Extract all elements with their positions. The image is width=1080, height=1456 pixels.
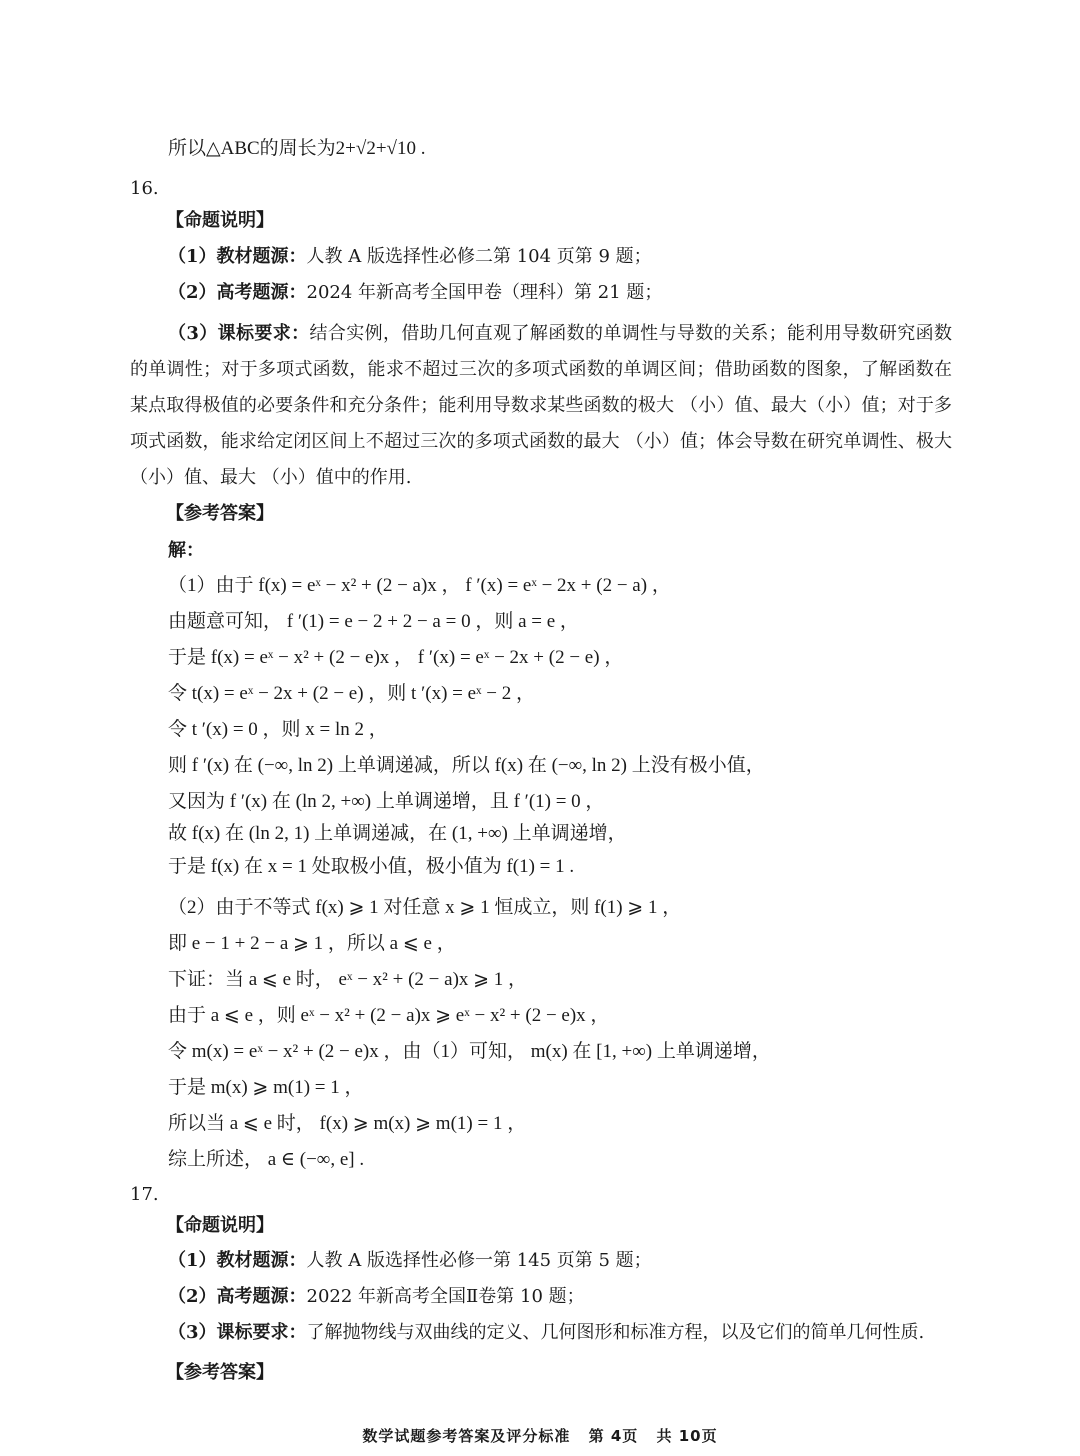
- solution-line: （1）由于 f(x) = eˣ − x² + (2 − a)x ， f ′(x) = eˣ − 2x + (2 − a) ，: [168, 575, 671, 596]
- q16-item3: [130, 316, 952, 496]
- perimeter-conclusion: 所以△ABC的周长为2+√2+√10 .: [168, 138, 426, 159]
- q17-item2-label: （2）高考题源：: [168, 1286, 307, 1307]
- page-footer: [0, 1425, 1080, 1446]
- q17-item3-label: （3）课标要求：: [168, 1322, 307, 1343]
- footer-total-pages: 共 10页: [656, 1427, 718, 1445]
- q16-answer-title: 【参考答案】: [166, 503, 274, 524]
- solution-line: 令 t ′(x) = 0 ，则 x = ln 2 ，: [168, 719, 388, 740]
- solution-line: 由于 a ⩽ e ，则 eˣ − x² + (2 − a)x ⩾ eˣ − x² + (2 − e)x ，: [168, 1005, 610, 1026]
- q16-item3-text: 结合实例，借助几何直观了解函数的单调性与导数的关系；能利用导数研究函数的单调性；对于多项式函数，能求不超过三次的多项式函数的单调区间；借助函数的图象，了解函数在某点取得极值的必要条件和充分条件；能利用导数求某些函数的极大 （小）值、最大（小）值；对于多项式函数，能求给定闭区间上不超过三次的多项式函数的最大 （小）值；体会导数在研究单调性、极大 （小）值、最大 （小）值中的作用.: [130, 323, 953, 488]
- solution-line: 故 f(x) 在 (ln 2, 1) 上单调递减，在 (1, +∞) 上单调递增，: [168, 823, 627, 844]
- solution-line: 则 f ′(x) 在 (−∞, ln 2) 上单调递减，所以 f(x) 在 (−∞, ln 2) 上没有极小值，: [168, 755, 765, 776]
- solution-line: 由题意可知， f ′(1) = e − 2 + 2 − a = 0 ，则 a = e ，: [168, 611, 579, 632]
- solution-line: 所以当 a ⩽ e 时， f(x) ⩾ m(x) ⩾ m(1) = 1 ，: [168, 1113, 527, 1134]
- q16-proposition-title: 【命题说明】: [166, 210, 274, 231]
- solution-line: （2）由于不等式 f(x) ⩾ 1 对任意 x ⩾ 1 恒成立，则 f(1) ⩾ 1 ，: [168, 897, 682, 918]
- q17-item2-text: 2022 年新高考全国Ⅱ卷第 10 题；: [306, 1286, 585, 1307]
- footer-title: 数学试题参考答案及评分标准: [362, 1427, 571, 1445]
- q16-item1-label: （1）教材题源：: [168, 246, 307, 267]
- q17-item1: [168, 1248, 652, 1274]
- q16-item2-label: （2）高考题源：: [168, 282, 307, 303]
- q16-item1: [168, 244, 652, 270]
- q17-item1-label: （1）教材题源：: [168, 1250, 307, 1271]
- solution-line: 综上所述， a ∈ (−∞, e] .: [168, 1149, 365, 1170]
- solution-line: 于是 f(x) 在 x = 1 处取极小值，极小值为 f(1) = 1 .: [168, 856, 575, 877]
- footer-page-number: 第 4页: [588, 1427, 639, 1445]
- solution-line: 即 e − 1 + 2 − a ⩾ 1 ，所以 a ⩽ e ，: [168, 933, 456, 954]
- q16-solution-label: 解：: [168, 540, 204, 561]
- question-16-number: 16.: [130, 178, 159, 199]
- q17-item3-text: 了解抛物线与双曲线的定义、几何图形和标准方程，以及它们的简单几何性质.: [306, 1322, 925, 1343]
- q16-item1-text: 人教 A 版选择性必修二第 104 页第 9 题；: [306, 246, 652, 267]
- q16-item3-label: （3）课标要求：: [168, 323, 310, 344]
- q16-item2: [168, 280, 662, 306]
- q17-item1-text: 人教 A 版选择性必修一第 145 页第 5 题；: [306, 1250, 652, 1271]
- solution-line: 又因为 f ′(x) 在 (ln 2, +∞) 上单调递增，且 f ′(1) = 0 ，: [168, 791, 605, 812]
- solution-line: 于是 m(x) ⩾ m(1) = 1 ，: [168, 1077, 364, 1098]
- solution-line: 令 t(x) = eˣ − 2x + (2 − e) ，则 t ′(x) = eˣ − 2 ，: [168, 683, 536, 704]
- q17-proposition-title: 【命题说明】: [166, 1215, 274, 1236]
- solution-line: 下证：当 a ⩽ e 时， eˣ − x² + (2 − a)x ⩾ 1 ，: [168, 969, 528, 990]
- q17-item2: [168, 1284, 585, 1310]
- q17-answer-title: 【参考答案】: [166, 1362, 274, 1383]
- q17-item3: [168, 1320, 924, 1346]
- question-17-number: 17.: [130, 1184, 159, 1205]
- solution-line: 令 m(x) = eˣ − x² + (2 − e)x ，由（1）可知， m(x) 在 [1, +∞) 上单调递增，: [168, 1041, 771, 1062]
- solution-line: 于是 f(x) = eˣ − x² + (2 − e)x ， f ′(x) = eˣ − 2x + (2 − e) ，: [168, 647, 624, 668]
- q16-item2-text: 2024 年新高考全国甲卷（理科）第 21 题；: [306, 282, 663, 303]
